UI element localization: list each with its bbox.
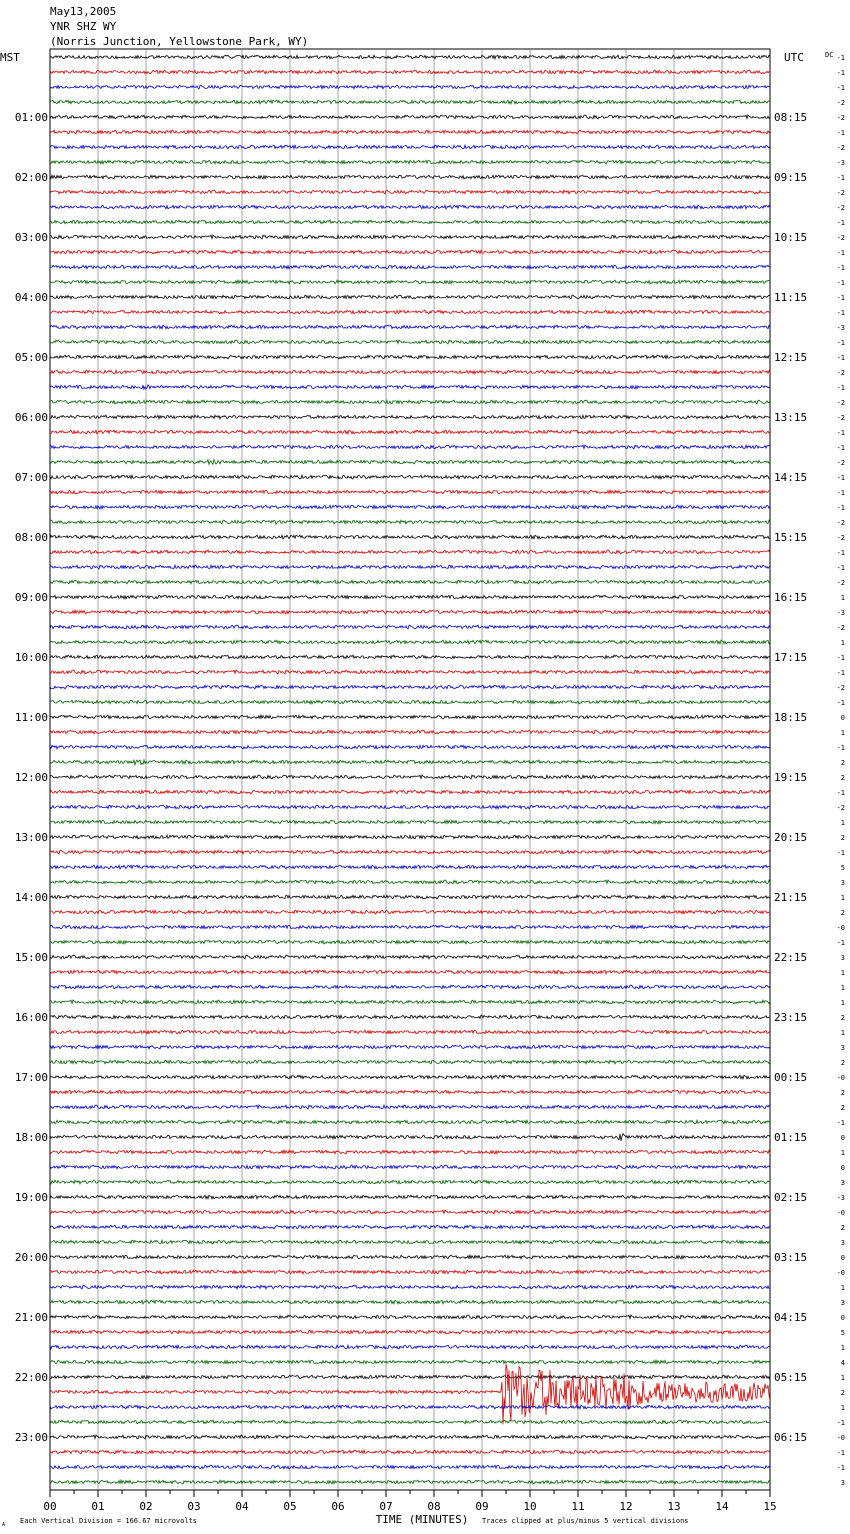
trace-line bbox=[50, 1285, 770, 1289]
dc-offset-label: -3 bbox=[836, 1194, 845, 1202]
dc-offset-label: -1 bbox=[836, 654, 845, 662]
trace-line bbox=[50, 160, 770, 164]
dc-offset-label: 0 bbox=[840, 1254, 845, 1262]
dc-offset-label: -2 bbox=[836, 234, 845, 242]
trace-line bbox=[50, 490, 770, 494]
dc-offset-label: -1 bbox=[836, 849, 845, 857]
trace-line bbox=[50, 820, 770, 824]
mst-hour-label: 05:00 bbox=[14, 351, 48, 364]
utc-hour-label: 16:15 bbox=[774, 591, 808, 604]
dc-offset-label: 3 bbox=[840, 1179, 845, 1187]
dc-offset-label: -2 bbox=[836, 99, 845, 107]
mst-hour-label: 09:00 bbox=[14, 591, 48, 604]
dc-offset-label: -1 bbox=[836, 1119, 845, 1127]
dc-offset-label: -1 bbox=[836, 699, 845, 707]
dc-offset-label: 1 bbox=[840, 639, 845, 647]
dc-offset-label: 3 bbox=[840, 1239, 845, 1247]
mst-hour-label: 20:00 bbox=[14, 1251, 48, 1264]
x-axis-title: TIME (MINUTES) bbox=[375, 1513, 469, 1526]
mst-hour-label: 18:00 bbox=[14, 1131, 48, 1144]
dc-offset-label: -1 bbox=[836, 384, 845, 392]
dc-offset-label: 5 bbox=[840, 1329, 845, 1337]
trace-line bbox=[50, 1180, 770, 1184]
dc-offset-label: -1 bbox=[836, 69, 845, 77]
dc-offset-label: 1 bbox=[840, 999, 845, 1007]
station-code: YNR SHZ WY bbox=[50, 20, 117, 33]
trace-line bbox=[50, 1420, 770, 1424]
dc-offset-label: 5 bbox=[840, 864, 845, 872]
trace-line bbox=[50, 880, 770, 884]
trace-line bbox=[50, 1015, 770, 1019]
trace-line bbox=[50, 310, 770, 314]
dc-offset-label: -0 bbox=[836, 1074, 845, 1082]
dc-offset-label: 1 bbox=[840, 1284, 845, 1292]
trace-line bbox=[50, 1255, 770, 1259]
trace-line bbox=[50, 1134, 770, 1141]
mst-hour-label: 02:00 bbox=[14, 171, 48, 184]
x-tick-label: 09 bbox=[475, 1500, 489, 1513]
trace-line bbox=[50, 580, 770, 584]
trace-line bbox=[50, 730, 770, 734]
scale-footnote: Each Vertical Division = 166.67 microvolts bbox=[20, 1517, 198, 1525]
dc-offset-label: -2 bbox=[836, 399, 845, 407]
mst-hour-label: 10:00 bbox=[14, 651, 48, 664]
dc-offset-label: -1 bbox=[836, 504, 845, 512]
utc-hour-label: 02:15 bbox=[774, 1191, 808, 1204]
trace-line bbox=[50, 1315, 770, 1319]
trace-line bbox=[50, 1270, 770, 1274]
dc-offset-label: -1 bbox=[836, 84, 845, 92]
mst-hour-label: 12:00 bbox=[14, 771, 48, 784]
trace-line bbox=[50, 790, 770, 794]
dc-offset-label: 0 bbox=[840, 1164, 845, 1172]
x-tick-label: 07 bbox=[379, 1500, 393, 1513]
dc-offset-label: -1 bbox=[836, 249, 845, 257]
dc-offset-label: 1 bbox=[840, 819, 845, 827]
dc-offset-label: -1 bbox=[836, 1419, 845, 1427]
dc-offset-label: -3 bbox=[836, 159, 845, 167]
dc-offset-label: 1 bbox=[840, 729, 845, 737]
mst-hour-label: 23:00 bbox=[14, 1431, 48, 1444]
dc-offset-label: -1 bbox=[836, 549, 845, 557]
trace-line bbox=[50, 535, 770, 539]
utc-hour-label: 09:15 bbox=[774, 171, 808, 184]
trace-line bbox=[50, 145, 770, 149]
trace-line bbox=[50, 1165, 770, 1169]
dc-offset-label: 2 bbox=[840, 1224, 845, 1232]
trace-line bbox=[50, 280, 770, 284]
dc-offset-label: -0 bbox=[836, 1269, 845, 1277]
dc-offset-label: -3 bbox=[836, 324, 845, 332]
trace-line bbox=[50, 1375, 770, 1379]
plot-frame bbox=[50, 49, 770, 1490]
dc-offset-label: 1 bbox=[840, 894, 845, 902]
utc-hour-label: 17:15 bbox=[774, 651, 808, 664]
mst-hour-label: 16:00 bbox=[14, 1011, 48, 1024]
dc-offset-label: -1 bbox=[836, 54, 845, 62]
x-tick-label: 06 bbox=[331, 1500, 345, 1513]
utc-hour-label: 10:15 bbox=[774, 231, 808, 244]
dc-offset-label: -1 bbox=[836, 669, 845, 677]
trace-line bbox=[50, 1240, 770, 1244]
dc-offset-label: -2 bbox=[836, 579, 845, 587]
mst-hour-label: 01:00 bbox=[14, 111, 48, 124]
dc-offset-label: 0 bbox=[840, 1314, 845, 1322]
utc-hour-label: 23:15 bbox=[774, 1011, 808, 1024]
station-location: (Norris Junction, Yellowstone Park, WY) bbox=[50, 35, 309, 48]
trace-line bbox=[50, 1345, 770, 1349]
dc-offset-label: 3 bbox=[840, 954, 845, 962]
trace-line bbox=[50, 625, 770, 629]
trace-line bbox=[50, 130, 770, 134]
utc-hour-label: 08:15 bbox=[774, 111, 808, 124]
dc-offset-label: 1 bbox=[840, 1404, 845, 1412]
dc-offset-label: -1 bbox=[836, 129, 845, 137]
mst-hour-label: 11:00 bbox=[14, 711, 48, 724]
trace-line bbox=[50, 220, 770, 224]
trace-line bbox=[50, 115, 770, 119]
utc-hour-label: 18:15 bbox=[774, 711, 808, 724]
mst-hour-label: 03:00 bbox=[14, 231, 48, 244]
dc-offset-label: -2 bbox=[836, 624, 845, 632]
dc-offset-label: -1 bbox=[836, 294, 845, 302]
trace-line bbox=[50, 835, 770, 839]
trace-line bbox=[50, 1120, 770, 1124]
mst-hour-label: 15:00 bbox=[14, 951, 48, 964]
dc-offset-label: -1 bbox=[836, 174, 845, 182]
dc-offset-label: -1 bbox=[836, 474, 845, 482]
mst-hour-label: 17:00 bbox=[14, 1071, 48, 1084]
dc-offset-label: 0 bbox=[840, 1134, 845, 1142]
x-tick-label: 10 bbox=[523, 1500, 537, 1513]
trace-line bbox=[50, 985, 770, 989]
trace-line bbox=[50, 430, 770, 434]
dc-offset-label: -1 bbox=[836, 744, 845, 752]
utc-hour-label: 20:15 bbox=[774, 831, 808, 844]
dc-offset-label: -1 bbox=[836, 564, 845, 572]
utc-hour-label: 15:15 bbox=[774, 531, 808, 544]
utc-hour-label: 00:15 bbox=[774, 1071, 808, 1084]
x-tick-label: 03 bbox=[187, 1500, 201, 1513]
trace-line bbox=[50, 1000, 770, 1004]
mst-hour-label: 22:00 bbox=[14, 1371, 48, 1384]
utc-hour-label: 14:15 bbox=[774, 471, 808, 484]
x-tick-label: 12 bbox=[619, 1500, 633, 1513]
mst-hour-label: 08:00 bbox=[14, 531, 48, 544]
trace-line bbox=[50, 745, 770, 749]
dc-column-label: DC bbox=[825, 51, 834, 59]
dc-offset-label: -2 bbox=[836, 804, 845, 812]
dc-offset-label: -2 bbox=[836, 459, 845, 467]
trace-line bbox=[50, 370, 770, 374]
mst-hour-label: 07:00 bbox=[14, 471, 48, 484]
dc-offset-label: -1 bbox=[836, 309, 845, 317]
dc-offset-label: 2 bbox=[840, 1014, 845, 1022]
dc-offset-label: -2 bbox=[836, 114, 845, 122]
dc-offset-label: 1 bbox=[840, 1374, 845, 1382]
x-tick-label: 15 bbox=[763, 1500, 777, 1513]
dc-offset-label: -1 bbox=[836, 339, 845, 347]
dc-offset-label: 2 bbox=[840, 909, 845, 917]
utc-hour-label: 03:15 bbox=[774, 1251, 808, 1264]
utc-hour-label: 06:15 bbox=[774, 1431, 808, 1444]
trace-line bbox=[50, 805, 770, 809]
dc-offset-label: -1 bbox=[836, 354, 845, 362]
trace-line bbox=[50, 595, 770, 599]
dc-offset-label: -1 bbox=[836, 489, 845, 497]
trace-line bbox=[50, 1360, 770, 1364]
trace-line bbox=[50, 700, 770, 704]
trace-line bbox=[50, 850, 770, 854]
trace-line bbox=[50, 925, 770, 929]
trace-line bbox=[50, 175, 770, 179]
x-tick-label: 13 bbox=[667, 1500, 681, 1513]
plot-date: May13,2005 bbox=[50, 5, 117, 18]
dc-offset-label: -1 bbox=[836, 939, 845, 947]
dc-offset-label: -2 bbox=[836, 369, 845, 377]
x-tick-label: 08 bbox=[427, 1500, 441, 1513]
trace-line bbox=[50, 1105, 770, 1109]
trace-line bbox=[50, 1450, 770, 1454]
x-tick-label: 04 bbox=[235, 1500, 249, 1513]
trace-line bbox=[50, 640, 770, 644]
utc-hour-label: 19:15 bbox=[774, 771, 808, 784]
trace-line bbox=[50, 340, 770, 344]
trace-line bbox=[50, 205, 770, 209]
trace-line bbox=[50, 1060, 770, 1064]
dc-offset-label: -1 bbox=[836, 219, 845, 227]
trace-line bbox=[50, 385, 770, 389]
dc-offset-label: 2 bbox=[840, 774, 845, 782]
utc-axis-label: UTC bbox=[784, 51, 804, 64]
dc-offset-label: -2 bbox=[836, 204, 845, 212]
trace-line bbox=[50, 565, 770, 569]
trace-line bbox=[50, 1195, 770, 1199]
corner-mark: A bbox=[2, 1522, 6, 1528]
mst-axis-label: MST bbox=[0, 51, 20, 64]
x-tick-label: 11 bbox=[571, 1500, 585, 1513]
trace-line bbox=[50, 940, 770, 944]
trace-line bbox=[50, 445, 770, 449]
trace-line bbox=[50, 235, 770, 239]
dc-offset-label: -3 bbox=[836, 609, 845, 617]
dc-offset-label: 1 bbox=[840, 1149, 845, 1157]
trace-line bbox=[50, 910, 770, 914]
dc-offset-label: -1 bbox=[836, 789, 845, 797]
dc-offset-label: -1 bbox=[836, 1464, 845, 1472]
trace-line bbox=[50, 265, 770, 269]
x-tick-label: 00 bbox=[43, 1500, 57, 1513]
dc-offset-label: 3 bbox=[840, 1044, 845, 1052]
trace-line bbox=[50, 715, 770, 719]
trace-line bbox=[50, 1330, 770, 1334]
trace-line bbox=[50, 55, 770, 59]
trace-line bbox=[50, 1150, 770, 1154]
utc-hour-label: 04:15 bbox=[774, 1311, 808, 1324]
dc-offset-label: 4 bbox=[840, 1359, 845, 1367]
trace-line bbox=[50, 655, 770, 659]
dc-offset-label: -0 bbox=[836, 1434, 845, 1442]
dc-offset-label: 1 bbox=[840, 984, 845, 992]
dc-offset-label: 2 bbox=[840, 1389, 845, 1397]
trace-line bbox=[50, 1045, 770, 1049]
dc-offset-label: -1 bbox=[836, 444, 845, 452]
mst-hour-label: 06:00 bbox=[14, 411, 48, 424]
dc-offset-label: -1 bbox=[836, 264, 845, 272]
dc-offset-label: -2 bbox=[836, 534, 845, 542]
trace-line bbox=[50, 100, 770, 104]
dc-offset-label: -0 bbox=[836, 1209, 845, 1217]
clip-footnote: Traces clipped at plus/minus 5 vertical divisions bbox=[482, 1517, 689, 1525]
trace-line bbox=[50, 670, 770, 674]
dc-offset-label: 3 bbox=[840, 1479, 845, 1487]
x-tick-label: 02 bbox=[139, 1500, 153, 1513]
dc-offset-label: -2 bbox=[836, 144, 845, 152]
mst-hour-label: 21:00 bbox=[14, 1311, 48, 1324]
trace-line bbox=[50, 550, 770, 554]
dc-offset-label: 1 bbox=[840, 1344, 845, 1352]
dc-offset-label: -0 bbox=[836, 924, 845, 932]
trace-line bbox=[50, 355, 770, 359]
utc-hour-label: 13:15 bbox=[774, 411, 808, 424]
utc-hour-label: 21:15 bbox=[774, 891, 808, 904]
x-tick-label: 01 bbox=[91, 1500, 105, 1513]
trace-line bbox=[50, 895, 770, 899]
utc-hour-label: 11:15 bbox=[774, 291, 808, 304]
dc-offset-label: 2 bbox=[840, 1089, 845, 1097]
trace-line bbox=[50, 1435, 770, 1439]
trace-line bbox=[50, 1030, 770, 1034]
dc-offset-label: -2 bbox=[836, 519, 845, 527]
trace-line bbox=[50, 955, 770, 959]
trace-line bbox=[50, 190, 770, 194]
mst-hour-label: 19:00 bbox=[14, 1191, 48, 1204]
trace-line bbox=[50, 250, 770, 254]
utc-hour-label: 01:15 bbox=[774, 1131, 808, 1144]
dc-offset-label: 2 bbox=[840, 1104, 845, 1112]
trace-line bbox=[50, 400, 770, 404]
dc-offset-label: -2 bbox=[836, 189, 845, 197]
dc-offset-label: -1 bbox=[836, 279, 845, 287]
dc-offset-label: 1 bbox=[840, 594, 845, 602]
trace-line bbox=[50, 1405, 770, 1409]
trace-line bbox=[50, 760, 770, 765]
trace-line bbox=[50, 1364, 770, 1424]
dc-offset-label: 3 bbox=[840, 879, 845, 887]
dc-offset-label: 2 bbox=[840, 834, 845, 842]
trace-line bbox=[50, 610, 770, 614]
dc-offset-label: -2 bbox=[836, 684, 845, 692]
trace-line bbox=[50, 685, 770, 689]
trace-line bbox=[50, 1090, 770, 1094]
trace-line bbox=[50, 970, 770, 974]
trace-line bbox=[50, 1480, 770, 1484]
trace-line bbox=[50, 325, 770, 329]
trace-line bbox=[50, 1300, 770, 1304]
trace-line bbox=[50, 775, 770, 779]
trace-line bbox=[50, 1225, 770, 1229]
dc-offset-label: 3 bbox=[840, 1299, 845, 1307]
trace-line bbox=[50, 459, 770, 464]
dc-offset-label: -2 bbox=[836, 414, 845, 422]
trace-line bbox=[50, 85, 770, 89]
utc-hour-label: 12:15 bbox=[774, 351, 808, 364]
mst-hour-label: 13:00 bbox=[14, 831, 48, 844]
utc-hour-label: 22:15 bbox=[774, 951, 808, 964]
dc-offset-label: 0 bbox=[840, 714, 845, 722]
trace-line bbox=[50, 1210, 770, 1214]
mst-hour-label: 14:00 bbox=[14, 891, 48, 904]
dc-offset-label: -1 bbox=[836, 429, 845, 437]
mst-hour-label: 04:00 bbox=[14, 291, 48, 304]
dc-offset-label: 1 bbox=[840, 1029, 845, 1037]
trace-line bbox=[50, 520, 770, 524]
x-tick-label: 05 bbox=[283, 1500, 297, 1513]
trace-line bbox=[50, 1465, 770, 1469]
trace-line bbox=[50, 415, 770, 419]
trace-line bbox=[50, 505, 770, 509]
dc-offset-label: 2 bbox=[840, 759, 845, 767]
dc-offset-label: 1 bbox=[840, 969, 845, 977]
trace-line bbox=[50, 475, 770, 479]
utc-hour-label: 05:15 bbox=[774, 1371, 808, 1384]
dc-offset-label: 2 bbox=[840, 1059, 845, 1067]
trace-line bbox=[50, 70, 770, 74]
trace-line bbox=[50, 865, 770, 869]
x-tick-label: 14 bbox=[715, 1500, 729, 1513]
dc-offset-label: -1 bbox=[836, 1449, 845, 1457]
trace-line bbox=[50, 1075, 770, 1079]
trace-line bbox=[50, 295, 770, 299]
